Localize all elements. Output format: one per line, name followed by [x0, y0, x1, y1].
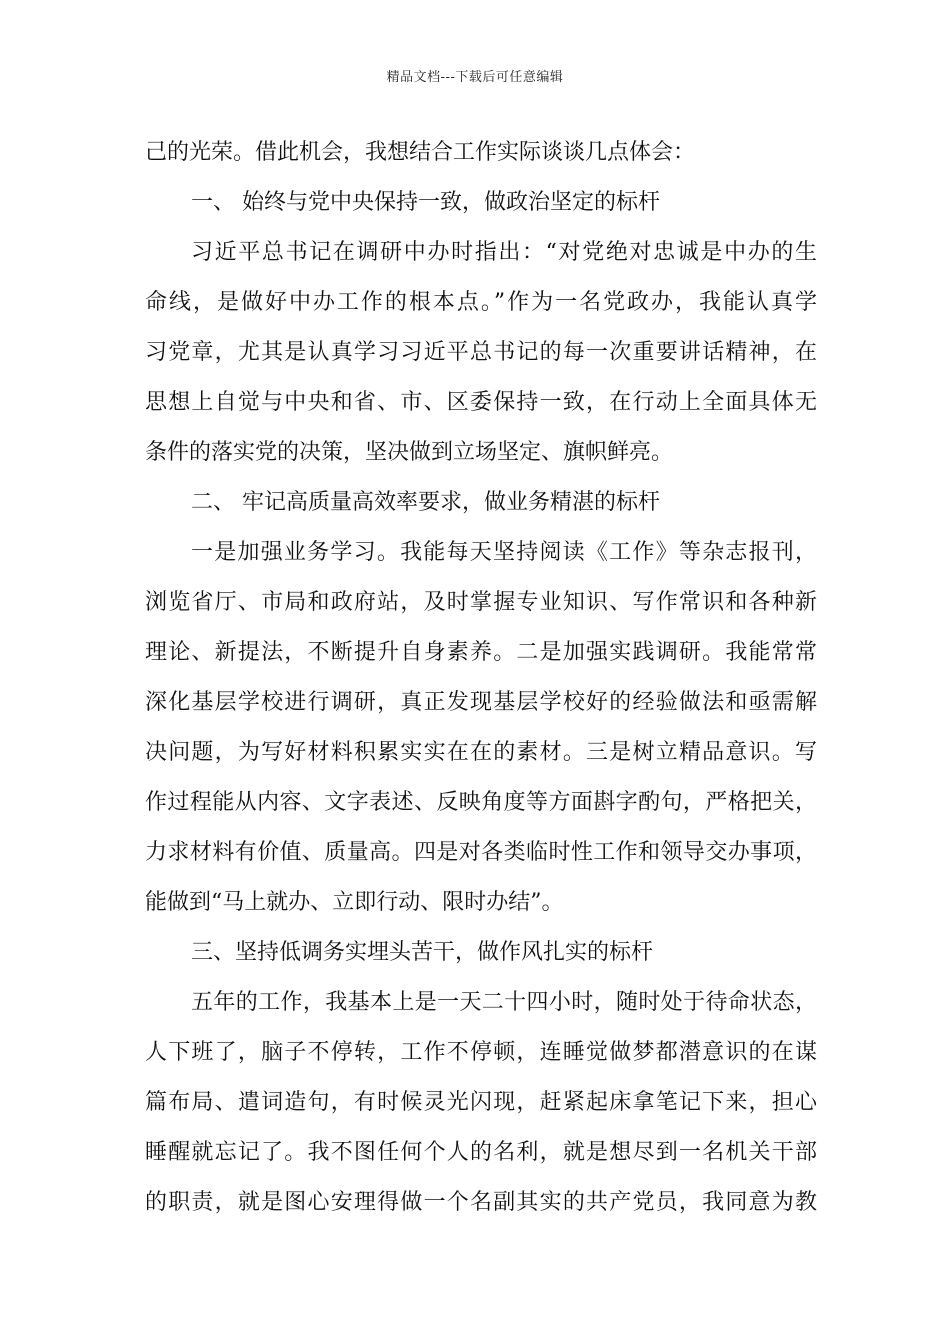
paragraph-line: 命线，是做好中办工作的根本点。”作为一名党政办，我能认真学 [145, 290, 817, 315]
paragraph-line: 力求材料有价值、质量高。四是对各类临时性工作和领导交办事项， [145, 840, 817, 865]
paragraph-line: 深化基层学校进行调研，真正发现基层学校好的经验做法和亟需解 [145, 690, 817, 715]
paragraph-line: 浏览省厅、市局和政府站，及时掌握专业知识、写作常识和各种新 [145, 590, 817, 615]
paragraph-line: 人下班了，脑子不停转，工作不停顿，连睡觉做梦都潜意识的在谋 [145, 1040, 817, 1065]
document-body [145, 128, 817, 1228]
paragraph-line: 条件的落实党的决策，坚决做到立场坚定、旗帜鲜亮。 [145, 440, 674, 465]
section-heading-2: 二、 牢记高质量高效率要求，做业务精湛的标杆 [191, 490, 660, 515]
paragraph-line: 思想上自觉与中央和省、市、区委保持一致，在行动上全面具体无 [145, 390, 817, 415]
paragraph-line: 篇布局、遣词造句，有时候灵光闪现，赶紧起床拿笔记下来，担心 [145, 1090, 817, 1115]
paragraph-line: 己的光荣。借此机会，我想结合工作实际谈谈几点体会： [145, 140, 696, 165]
paragraph-line: 理论、新提法，不断提升自身素养。二是加强实践调研。我能常常 [145, 640, 817, 665]
paragraph-line: 五年的工作，我基本上是一天二十四小时，随时处于待命状态， [191, 990, 817, 1015]
paragraph-line: 睡醒就忘记了。我不图任何个人的名利，就是想尽到一名机关干部 [145, 1140, 817, 1165]
paragraph-line: 作过程能从内容、文字表述、反映角度等方面斟字酌句，严格把关， [145, 790, 817, 815]
section-heading-1: 一、 始终与党中央保持一致，做政治坚定的标杆 [191, 190, 660, 215]
paragraph-line: 习近平总书记在调研中办时指出：“对党绝对忠诚是中办的生 [191, 240, 817, 265]
paragraph-line: 决问题，为写好材料积累实实在在的素材。三是树立精品意识。写 [145, 740, 817, 765]
section-heading-3: 三、坚持低调务实埋头苦干，做作风扎实的标杆 [191, 940, 654, 965]
paragraph-line: 一是加强业务学习。我能每天坚持阅读《工作》等杂志报刊， [191, 540, 817, 565]
paragraph-line: 的职责，就是图心安理得做一个名副其实的共产党员，我同意为教 [145, 1190, 817, 1215]
page-header: 精品文档---下载后可任意编辑 [386, 70, 564, 85]
paragraph-line: 能做到“马上就办、立即行动、限时办结”。 [145, 890, 564, 915]
paragraph-line: 习党章，尤其是认真学习习近平总书记的每一次重要讲话精神，在 [145, 340, 817, 365]
